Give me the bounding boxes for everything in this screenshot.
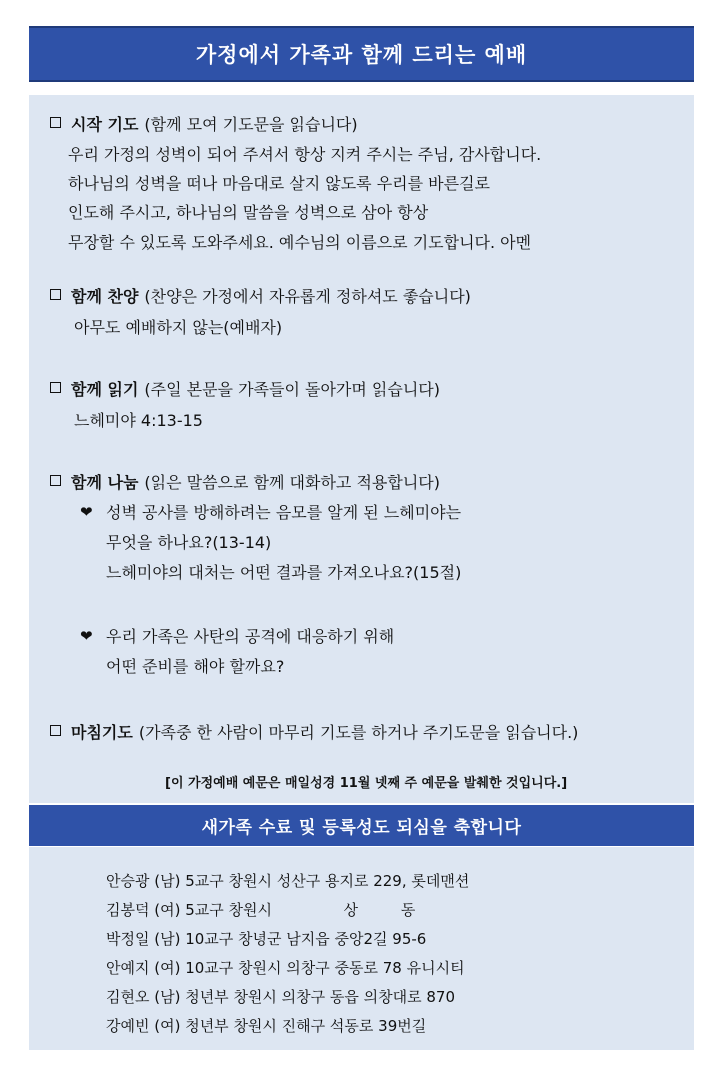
member-entry: 박정일 (남) 10교구 창녕군 남지읍 중앙2길 95-6 bbox=[106, 930, 427, 948]
section-closing-prayer bbox=[50, 720, 578, 743]
members-title: 새가족 수료 및 등록성도 되심을 축합니다 bbox=[29, 805, 694, 846]
section-note: (함께 모여 기도문을 읽습니다) bbox=[144, 115, 358, 134]
section-praise bbox=[50, 284, 471, 307]
scripture-reference: 느헤미야 4:13-15 bbox=[74, 411, 203, 430]
checkbox-square-icon bbox=[50, 117, 61, 128]
member-entry: 강예빈 (여) 청년부 창원시 진해구 석동로 39번길 bbox=[106, 1017, 427, 1035]
checkbox-square-icon bbox=[50, 475, 61, 486]
checkbox-square-icon bbox=[50, 289, 61, 300]
question-line: 성벽 공사를 방해하려는 음모를 알게 된 느헤미야는 bbox=[106, 503, 462, 522]
source-note: [이 가정예배 예문은 매일성경 11월 넷째 주 예문을 발췌한 것입니다.] bbox=[165, 776, 568, 791]
checkbox-square-icon bbox=[50, 725, 61, 736]
prayer-line: 무장할 수 있도록 도와주세요. 예수님의 이름으로 기도합니다. 아멘 bbox=[68, 233, 532, 252]
heart-icon: ❤ bbox=[80, 627, 93, 645]
page-title: 가정에서 가족과 함께 드리는 예배 bbox=[29, 26, 694, 82]
question-line: 느헤미야의 대처는 어떤 결과를 가져오나요?(15절) bbox=[106, 563, 462, 582]
hymn-title: 아무도 예배하지 않는(예배자) bbox=[74, 318, 283, 337]
section-note: (찬양은 가정에서 자유롭게 정하셔도 좋습니다) bbox=[144, 287, 471, 306]
section-note: (읽은 말씀으로 함께 대화하고 적용합니다) bbox=[144, 473, 440, 492]
checkbox-square-icon bbox=[50, 382, 61, 393]
member-entry: 김봉덕 (여) 5교구 창원시 상 동 bbox=[106, 901, 416, 919]
section-reading bbox=[50, 377, 440, 400]
member-entry: 안예지 (여) 10교구 창원시 의창구 중동로 78 유니시티 bbox=[106, 959, 465, 977]
section-title: 함께 읽기 bbox=[71, 380, 139, 399]
section-title: 시작 기도 bbox=[71, 115, 139, 134]
section-sharing bbox=[50, 470, 440, 493]
section-title: 함께 나눔 bbox=[71, 473, 139, 492]
section-note: (주일 본문을 가족들이 돌아가며 읽습니다) bbox=[144, 380, 440, 399]
member-entry: 김현오 (남) 청년부 창원시 의창구 동읍 의창대로 870 bbox=[106, 988, 456, 1006]
prayer-line: 우리 가정의 성벽이 되어 주셔서 항상 지켜 주시는 주님, 감사합니다. bbox=[68, 145, 542, 164]
section-note: (가족중 한 사람이 마무리 기도를 하거나 주기도문을 읽습니다.) bbox=[138, 723, 579, 742]
question-line: 무엇을 하나요?(13-14) bbox=[106, 533, 272, 552]
section-opening-prayer bbox=[50, 112, 358, 135]
section-title: 마침기도 bbox=[71, 723, 133, 742]
member-entry: 안승광 (남) 5교구 창원시 성산구 용지로 229, 롯데맨션 bbox=[106, 872, 470, 890]
prayer-line: 인도해 주시고, 하나님의 말씀을 성벽으로 삼아 항상 bbox=[68, 203, 429, 222]
question-line: 우리 가족은 사탄의 공격에 대응하기 위해 bbox=[106, 627, 395, 646]
heart-icon: ❤ bbox=[80, 503, 93, 521]
question-line: 어떤 준비를 해야 할까요? bbox=[106, 657, 285, 676]
prayer-line: 하나님의 성벽을 떠나 마음대로 살지 않도록 우리를 바른길로 bbox=[68, 174, 491, 193]
section-title: 함께 찬양 bbox=[71, 287, 139, 306]
